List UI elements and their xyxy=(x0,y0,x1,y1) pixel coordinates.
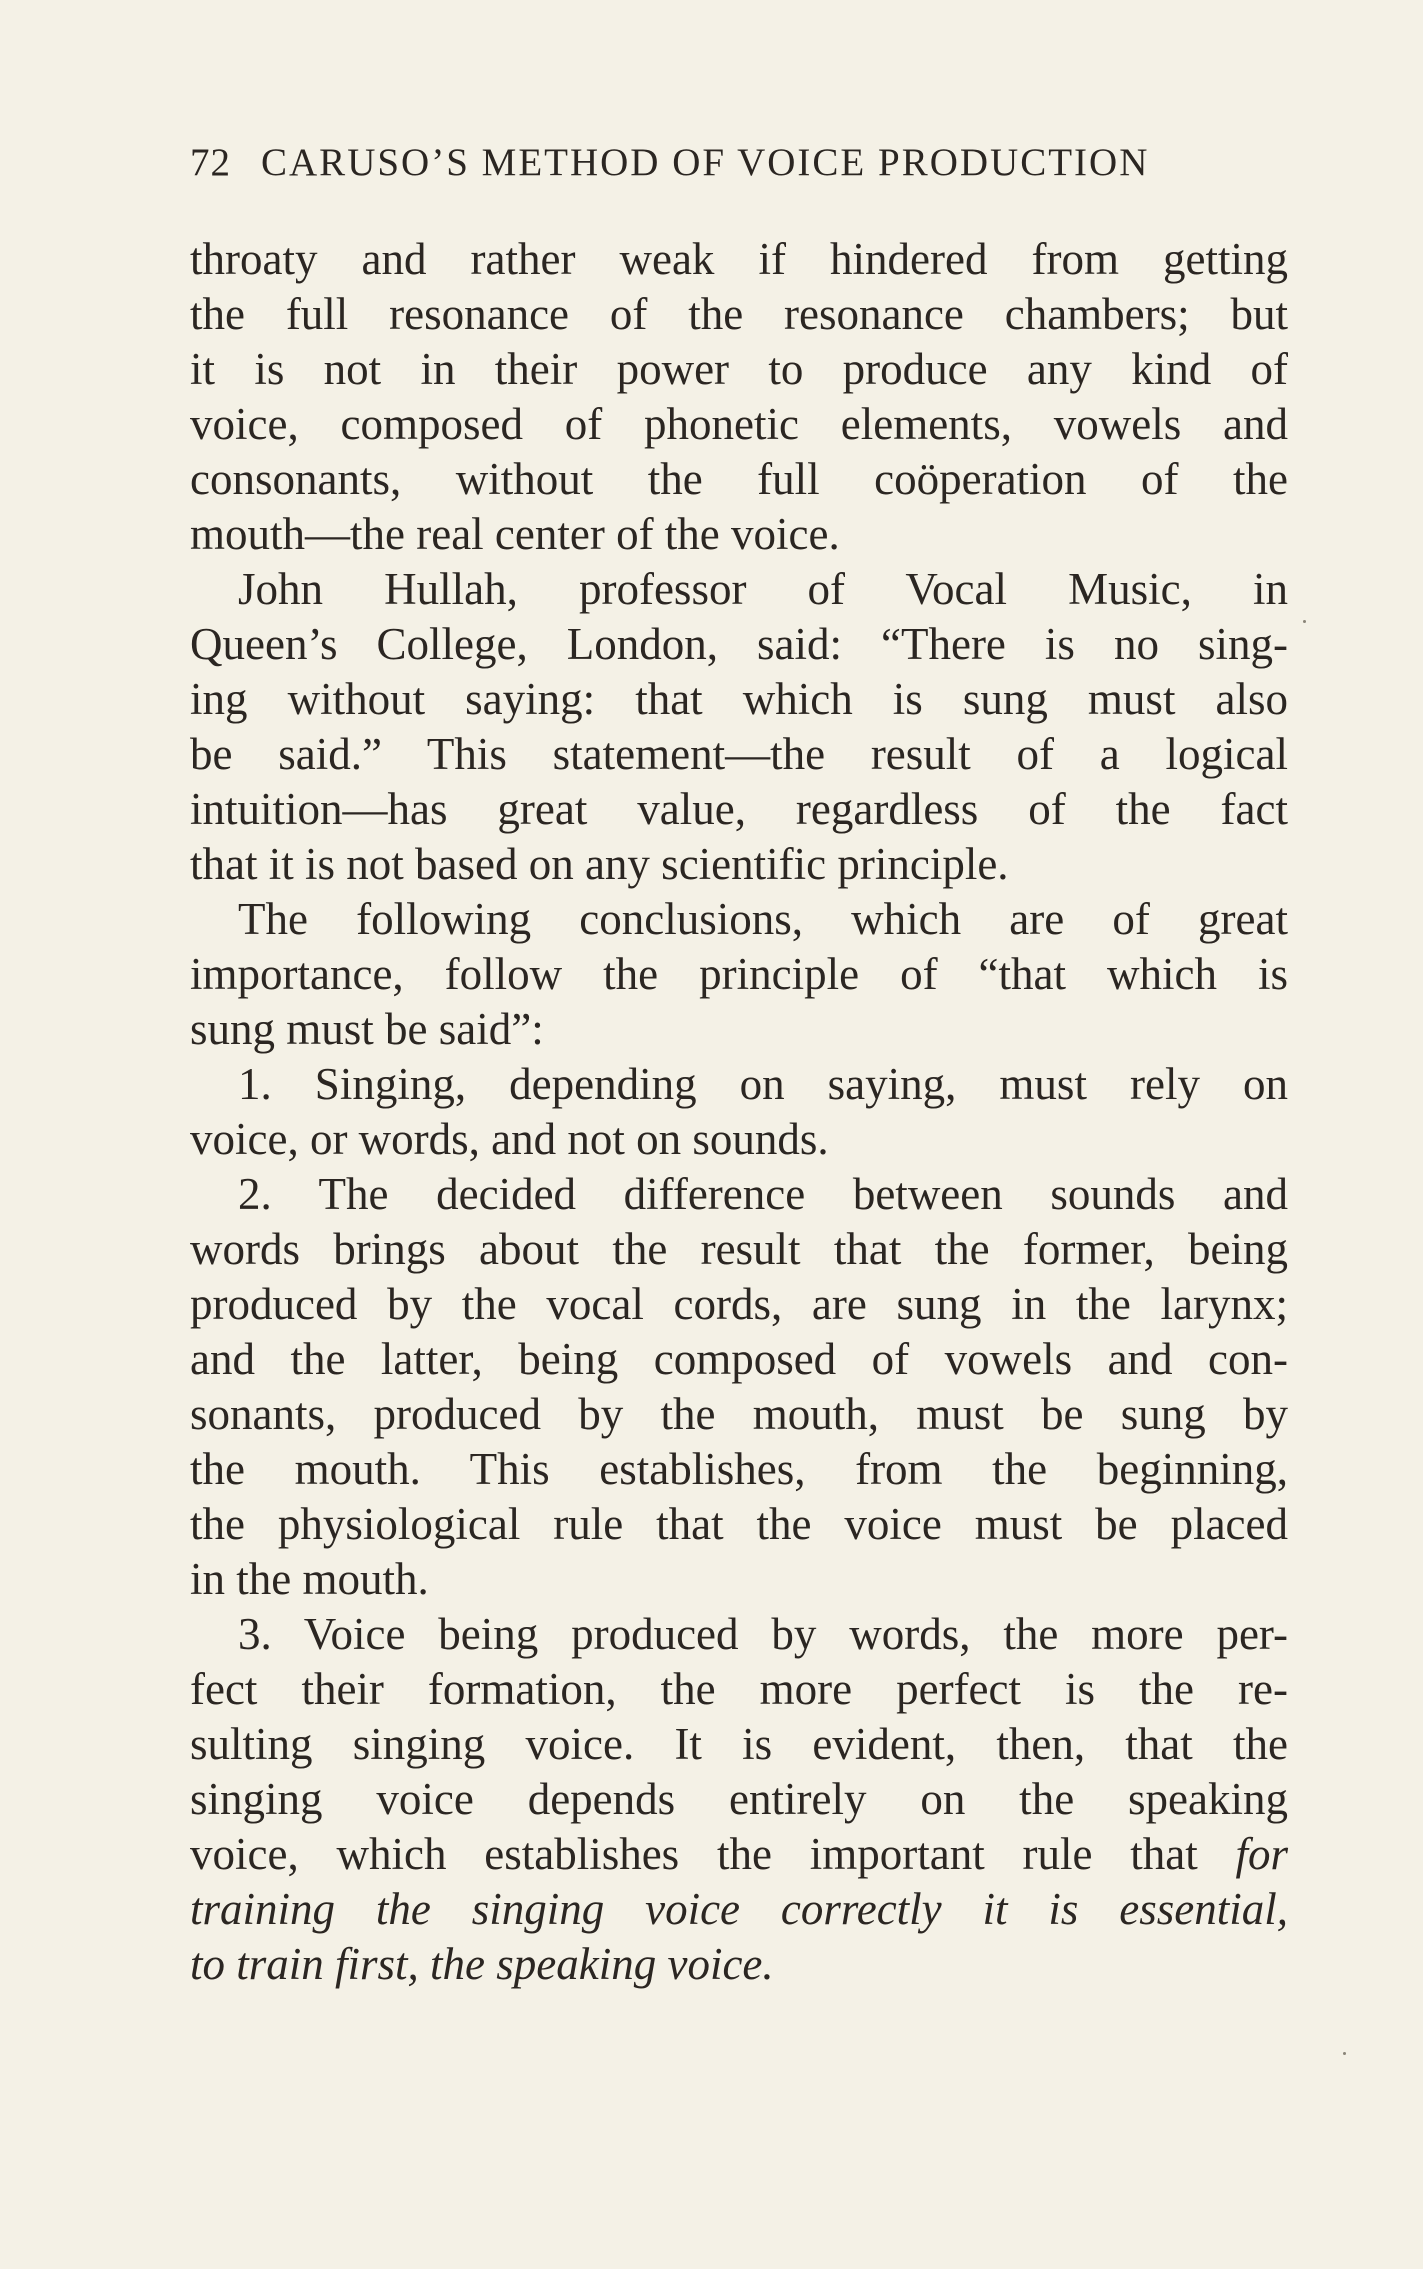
text-line: it is not in their power to produce any kind of xyxy=(190,344,1288,394)
text-line: John Hullah, professor of Vocal Music, in xyxy=(238,564,1288,614)
text-line: Queen’s College, London, said: “There is no sing- xyxy=(190,619,1288,669)
text-line: ing without saying: that which is sung must also xyxy=(190,674,1288,724)
text-line-roman: voice, which establishes the important rule that xyxy=(190,1829,1198,1879)
text-line: The following conclusions, which are of great xyxy=(238,894,1288,944)
text-line: intuition—has great value, regardless of the fact xyxy=(190,784,1288,834)
text-line: fect their formation, the more perfect is the re- xyxy=(190,1664,1288,1714)
text-line: in the mouth. xyxy=(190,1554,429,1604)
italic-text: for xyxy=(1235,1829,1288,1879)
text-line: 3. Voice being produced by words, the more per- xyxy=(238,1609,1288,1659)
text-line: importance, follow the principle of “that which is xyxy=(190,949,1288,999)
text-line: the full resonance of the resonance chambers; but xyxy=(190,289,1288,339)
text-line: voice, composed of phonetic elements, vowels and xyxy=(190,399,1288,449)
running-head xyxy=(190,140,1290,185)
text-line: sulting singing voice. It is evident, then, that the xyxy=(190,1719,1288,1769)
text-line-mixed xyxy=(190,1827,1288,1882)
running-title: CARUSO’S METHOD OF VOICE PRODUCTION xyxy=(261,141,1150,184)
text-line: voice, or words, and not on sounds. xyxy=(190,1114,829,1164)
paper-speck xyxy=(1303,620,1306,623)
text-line: sonants, produced by the mouth, must be sung by xyxy=(190,1389,1288,1439)
italic-text-line: training the singing voice correctly it is essential, xyxy=(190,1884,1288,1934)
text-line: mouth—the real center of the voice. xyxy=(190,509,840,559)
text-line: and the latter, being composed of vowels and con- xyxy=(190,1334,1288,1384)
text-line: 2. The decided difference between sounds and xyxy=(238,1169,1288,1219)
italic-text-line: to train first, the speaking voice. xyxy=(190,1939,774,1989)
body-text xyxy=(190,232,1288,1992)
page-number: 72 xyxy=(190,141,231,184)
text-line: throaty and rather weak if hindered from getting xyxy=(190,234,1288,284)
text-line: sung must be said”: xyxy=(190,1004,544,1054)
text-line: 1. Singing, depending on saying, must rely on xyxy=(238,1059,1288,1109)
text-line: the physiological rule that the voice must be placed xyxy=(190,1499,1288,1549)
text-line: consonants, without the full coöperation of the xyxy=(190,454,1288,504)
text-line: words brings about the result that the former, being xyxy=(190,1224,1288,1274)
text-line: that it is not based on any scientific principle. xyxy=(190,839,1009,889)
text-line: the mouth. This establishes, from the beginning, xyxy=(190,1444,1288,1494)
paper-speck xyxy=(1343,2052,1346,2055)
text-line: be said.” This statement—the result of a logical xyxy=(190,729,1288,779)
text-line: singing voice depends entirely on the speaking xyxy=(190,1774,1288,1824)
text-line: produced by the vocal cords, are sung in the larynx; xyxy=(190,1279,1288,1329)
